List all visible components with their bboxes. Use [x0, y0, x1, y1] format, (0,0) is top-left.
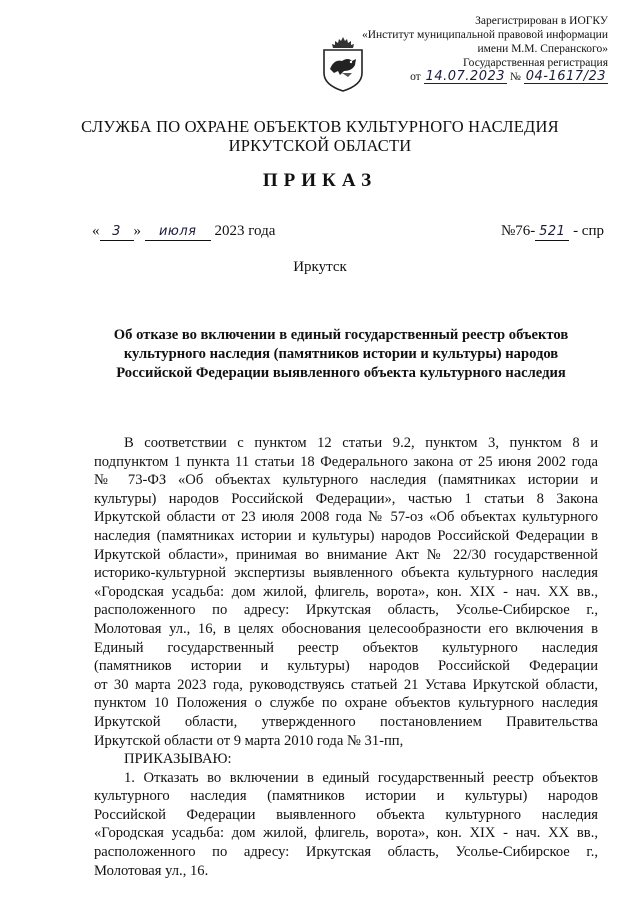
body-line: «Городская усадьба: дом жилой, флигель, ворота», кон. XIX - нач. XX вв.,	[94, 825, 598, 842]
body-line: расположенного по адресу: Иркутская область, Усолье-Сибирское г.,	[94, 602, 598, 619]
date-open-quote: «	[92, 223, 100, 239]
order-body	[94, 434, 598, 880]
document-type-title: ПРИКАЗ	[262, 170, 378, 191]
body-line: Иркутской области, утвержденного постановлением Правительства	[94, 713, 598, 730]
date-month: июля	[158, 224, 197, 239]
body-order-keyword: ПРИКАЗЫВАЮ:	[124, 751, 232, 768]
date-close-quote: »	[133, 223, 141, 239]
body-line: пунктом 10 Положения о службе по охране объектов культурного наследия	[94, 695, 598, 712]
body-line: «Городская усадьба: дом жилой, флигель, ворота», кон. XIX - нач. XX вв.,	[94, 583, 598, 600]
body-line: Молотовая ул., 16.	[94, 862, 209, 879]
body-line: от 30 марта 2023 года, руководствуясь статьей 21 Устава Иркутской области,	[94, 676, 598, 693]
order-date	[92, 223, 275, 241]
body-line: подпунктом 1 пункта 11 статьи 18 Федерального закона от 25 июня 2002 года	[94, 453, 598, 470]
registration-date-number	[328, 70, 608, 84]
subject-line-3: Российской Федерации выявленного объекта культурного наследия	[116, 365, 566, 381]
body-line: Российской Федерации выявленного объекта культурного наследия	[94, 806, 598, 823]
registration-line-3: имени М.М. Сперанского»	[477, 43, 608, 55]
date-year: 2023 года	[214, 223, 276, 239]
order-number-suffix: - спр	[573, 223, 604, 239]
agency-name-line-1: СЛУЖБА ПО ОХРАНЕ ОБЪЕКТОВ КУЛЬТУРНОГО НАСЛЕДИЯ	[81, 117, 559, 136]
registration-date: 14.07.2023	[425, 69, 506, 84]
subject-line-2: культурного наследия (памятников истории и культуры) народов	[123, 346, 559, 362]
body-line: (памятников истории и культуры) народов Российской Федерации	[94, 658, 598, 675]
body-line: культурного наследия (памятников истории и культуры) народов	[94, 788, 598, 805]
body-line: В соответствии с пунктом 12 статьи 9.2, пунктом 3, пунктом 8 и	[124, 435, 598, 451]
order-number	[501, 223, 604, 241]
body-line: Иркутской области от 23 июля 2008 года № 57-оз «Об объектах культурного	[94, 509, 598, 526]
date-day: 3	[112, 224, 121, 239]
body-line: № 73-ФЗ «Об объектах культурного наследия (памятниках истории и	[94, 472, 598, 489]
registration-from-label: от	[410, 71, 421, 83]
city-name: Иркутск	[293, 259, 347, 275]
order-number-value: 521	[539, 224, 566, 239]
body-line: Иркутской области», принимая во внимание Акт № 22/30 государственной	[94, 546, 598, 563]
registration-number-label: №	[509, 71, 521, 83]
body-line: 1. Отказать во включении в единый государственный реестр объектов	[124, 769, 598, 786]
registration-line-4: Государственная регистрация	[463, 57, 608, 69]
registration-number: 04-1617/23	[525, 69, 606, 84]
subject-line-1: Об отказе во включении в единый государственный реестр объектов	[113, 327, 569, 343]
order-number-prefix: №76-	[501, 223, 536, 239]
body-line: наследия (памятниках истории и культуры) народов Российской Федерации в	[94, 527, 598, 544]
registration-stamp	[328, 14, 608, 84]
body-line: культуры) народов Российской Федерации», частью 1 статьи 8 Закона	[94, 490, 598, 507]
body-line: Иркутской области от 9 марта 2010 года № 31-пп,	[94, 732, 404, 749]
registration-line-1: Зарегистрирован в ИОГКУ	[475, 15, 608, 27]
body-line: историко-культурной экспертизы выявленного объекта культурного наследия	[94, 565, 598, 582]
agency-name-line-2: ИРКУТСКОЙ ОБЛАСТИ	[228, 136, 412, 155]
order-subject	[96, 326, 586, 383]
body-line: Молотовая ул., 16, в целях обоснования целесообразности его включения в	[94, 620, 598, 637]
body-line: Единый государственный реестр объектов культурного наследия	[94, 639, 598, 656]
body-line: расположенного по адресу: Иркутская область, Усолье-Сибирское г.,	[94, 844, 598, 861]
registration-line-2: «Институт муниципальной правовой информации	[361, 29, 608, 41]
